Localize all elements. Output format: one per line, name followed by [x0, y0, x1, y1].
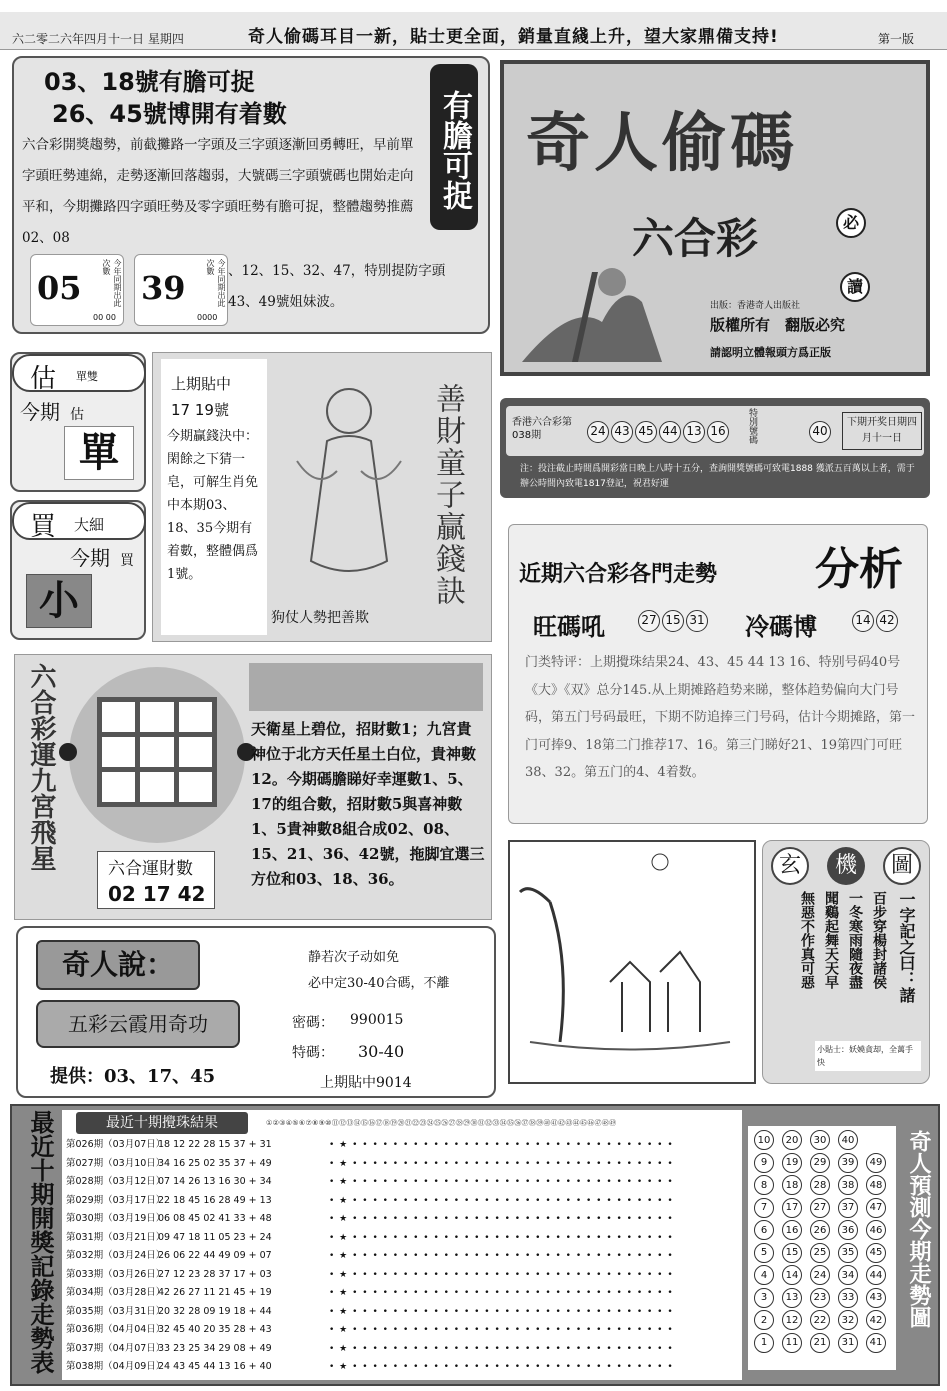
xuanji-t2: 機: [827, 847, 865, 885]
guess-sub: 單雙: [76, 370, 98, 383]
forecast-ball: 28: [810, 1175, 830, 1195]
must-badge-2: 讀: [840, 272, 870, 302]
qiren-provide: 提供：03、17、45: [50, 1066, 216, 1087]
forecast-ball: 4: [754, 1265, 774, 1285]
row-dots: • ★ • • • • • • • • • • • • • • • • • • • • • • • • • • • • • • • •: [329, 1362, 674, 1372]
stat-number-2: 39: [141, 269, 186, 307]
result-ball: 16: [707, 421, 729, 443]
row-dots: • ★ • • • • • • • • • • • • • • • • • • • • • • • • • • • • • • • •: [329, 1325, 674, 1335]
hot-label: 旺碼吼: [533, 613, 605, 641]
forecast-ball: 29: [810, 1153, 830, 1173]
stat-code-2: 0000: [197, 313, 218, 322]
header-bar: [0, 12, 947, 50]
row-dots: • ★ • • • • • • • • • • • • • • • • • • • • • • • • • • • • • • • •: [329, 1140, 674, 1150]
forecast-ball: 21: [810, 1333, 830, 1353]
row-dots: • ★ • • • • • • • • • • • • • • • • • • • • • • • • • • • • • • • •: [329, 1177, 674, 1187]
row-issue: 第033期（03月26日）: [66, 1268, 166, 1280]
nine-wealth-label: 六合運財數: [108, 859, 193, 879]
cold-ball: 42: [876, 610, 898, 632]
nine-wealth-box: [97, 851, 215, 909]
forecast-ball: 18: [782, 1175, 802, 1195]
child-illustration: [277, 361, 427, 601]
forecast-ball: 7: [754, 1198, 774, 1218]
tip-body: 今期贏錢決中：閑餘之下猜一皂，可解生肖免中本期03、18、35今期有着數，整體偶爲1號。: [167, 429, 259, 582]
stat-box-2: [134, 254, 228, 326]
forecast-ball: 33: [838, 1288, 858, 1308]
row-numbers: 26 06 22 44 49 09 + 07: [158, 1250, 272, 1261]
guess-answer: 單: [64, 426, 134, 480]
issue-date: 六二零二六年四月十一日 星期四: [12, 32, 184, 46]
masthead-verify: 請認明立體報頭方爲正版: [710, 346, 831, 359]
history-rows: [62, 1136, 742, 1380]
row-numbers: 33 23 25 34 29 08 + 49: [158, 1342, 272, 1354]
intro-panel: [12, 56, 490, 334]
xuanji-col-5: 無惡不作真可惡: [799, 891, 815, 989]
stat-code-1: 00 00: [93, 313, 116, 322]
row-issue: 第029期（03月17日）: [66, 1194, 166, 1206]
forecast-ball: 20: [782, 1130, 802, 1150]
row-issue: 第027期（03月10日）: [66, 1157, 166, 1169]
history-title: 最近十期攪珠結果: [76, 1112, 248, 1134]
forecast-ball: 1: [754, 1333, 774, 1353]
forecast-ball: 26: [810, 1220, 830, 1240]
row-issue: 第035期（03月31日）: [66, 1305, 166, 1317]
forecast-ball: 6: [754, 1220, 774, 1240]
edition-label: 第一版: [878, 32, 915, 46]
qiren-panel: [16, 926, 496, 1098]
forecast-ball: 24: [810, 1265, 830, 1285]
result-ball: 44: [659, 421, 681, 443]
xuanji-picture: [508, 840, 756, 1084]
next-draw-date: 下期开奖日期四月十一日: [842, 412, 922, 450]
row-issue: 第026期（03月07日）: [66, 1139, 166, 1150]
guess-label-2: 估: [70, 407, 84, 423]
row-dots: • ★ • • • • • • • • • • • • • • • • • • • • • • • • • • • • • • • •: [329, 1251, 674, 1261]
forecast-ball: 37: [838, 1198, 858, 1218]
forecast-vertical-title: 奇人預測今期走勢圖: [906, 1130, 931, 1328]
buy-header: [12, 502, 146, 540]
stat-note-2: 今年同期出此次數: [206, 259, 226, 307]
xuanji-note: 小貼士：妖嬈貪却，全萬手快: [815, 1041, 921, 1071]
row-numbers: 22 18 45 16 28 49 + 13: [158, 1194, 272, 1206]
qiren-phrase: 五彩云霞用奇功: [36, 1000, 240, 1048]
forecast-ball: 16: [782, 1220, 802, 1240]
results-strip: [506, 406, 924, 456]
forecast-grid: [748, 1126, 896, 1370]
forecast-ball: 49: [866, 1153, 886, 1173]
row-numbers: 09 47 18 11 05 23 + 24: [158, 1231, 272, 1243]
forecast-ball: 14: [782, 1265, 802, 1285]
row-numbers: 24 43 45 44 13 16 + 40: [158, 1361, 272, 1372]
masthead-title: 奇人偷碼: [526, 106, 798, 181]
row-issue: 第034期（03月28日）: [66, 1287, 166, 1298]
row-dots: • ★ • • • • • • • • • • • • • • • • • • • • • • • • • • • • • • • •: [329, 1214, 674, 1224]
row-numbers: 18 12 22 28 15 37 + 31: [158, 1139, 272, 1150]
forecast-ball: 43: [866, 1288, 886, 1308]
row-numbers: 07 14 26 13 16 30 + 34: [158, 1176, 272, 1187]
forecast-ball: 11: [782, 1333, 802, 1353]
qiren-special-value: 30-40: [358, 1042, 405, 1061]
forecast-ball: 36: [838, 1220, 858, 1240]
buy-panel: [10, 500, 146, 640]
row-dots: • ★ • • • • • • • • • • • • • • • • • • • • • • • • • • • • • • • •: [329, 1306, 674, 1317]
history-number-header: ①②③④⑤⑥⑦⑧⑨⑩⑪⑫⑬⑭⑮⑯⑰⑱⑲⑳㉑㉒㉓㉔㉕㉖㉗㉘㉙㉚㉛㉜㉝㉞㉟㊱㊲㊳㊴㊵㊶㊷㊸㊹㊺㊻㊼㊽㊾: [266, 1119, 617, 1127]
nine-diagram: [69, 667, 245, 843]
intro-badge: 有膽可捉: [430, 64, 478, 230]
qiren-line-1: 静若次子动如免: [308, 950, 400, 965]
forecast-ball: 39: [838, 1153, 858, 1173]
row-issue: 第038期（04月09日）: [66, 1361, 166, 1372]
forecast-ball: 30: [810, 1130, 830, 1150]
forecast-ball: 32: [838, 1310, 858, 1330]
results-panel: [500, 398, 930, 498]
intro-text: 六合彩開獎趨勢，前截攤路一字頭及三字頭逐漸回勇轉旺，早前單字頭旺勢連綿，走勢逐漸回落趨弱，大號碼三字頭號碼也開始走向平和，今期攤路四字頭旺勢及零字頭旺勢有膽可捉，整體趨勢推薦02、08: [22, 137, 414, 246]
nine-vertical-title: 六合彩運九宮飛星: [26, 663, 56, 871]
forecast-ball: 17: [782, 1198, 802, 1218]
qiren-special-label: 特碼：: [292, 1045, 334, 1061]
deer-illustration: [510, 842, 754, 1082]
table-row: [66, 1192, 674, 1207]
result-ball: 45: [635, 421, 657, 443]
xuanji-col-2: 百步穿楊封諸侯: [871, 891, 887, 989]
table-row: [66, 1173, 674, 1188]
intro-headline-1: 03、18號有膽可捉: [44, 68, 255, 96]
trend-big: 分析: [815, 544, 903, 595]
special-label: 特別號碼: [747, 408, 757, 444]
row-numbers: 06 08 45 02 41 33 + 48: [158, 1213, 272, 1224]
forecast-ball: 13: [782, 1288, 802, 1308]
buy-title: 買: [30, 512, 57, 542]
forecast-ball: 3: [754, 1288, 774, 1308]
trend-panel: [508, 524, 928, 824]
row-numbers: 20 32 28 09 19 18 + 44: [158, 1305, 272, 1317]
qiren-code-value: 990015: [350, 1012, 404, 1028]
table-row: [66, 1303, 674, 1318]
forecast-ball: 34: [838, 1265, 858, 1285]
hot-ball: 27: [638, 610, 660, 632]
cold-ball: 14: [852, 610, 874, 632]
row-dots: • ★ • • • • • • • • • • • • • • • • • • • • • • • • • • • • • • • •: [329, 1195, 674, 1206]
tip-head: 上期貼中: [171, 375, 232, 393]
guess-label: 今期: [20, 400, 60, 424]
nine-grid: [97, 697, 217, 807]
row-issue: 第030期（03月19日）: [66, 1213, 166, 1224]
forecast-ball: 27: [810, 1198, 830, 1218]
trend-text: 门类特评：上期攪珠结果24、43、45 44 13 16、特别号码40号《大》《双》总分145.从上期摊路趋势来睇，整体趋势偏向大门号码，第五门号码最旺，下期不防追捧三门号码，估计今期摊路，第一门可捧9、18第二门推荐17、16。第三门睇好21、19第四门可旺38、32。第五门的4、4着数。: [525, 655, 916, 780]
results-balls: [586, 420, 730, 443]
stat-note-1: 今年同期出此次數: [102, 259, 122, 307]
forecast-ball: 35: [838, 1243, 858, 1263]
forecast-ball: 41: [866, 1333, 886, 1353]
history-panel: [10, 1104, 940, 1386]
masthead-publisher: 出版：香港奇人出版社: [710, 301, 801, 311]
special-ball: 40: [809, 421, 831, 443]
row-dots: • ★ • • • • • • • • • • • • • • • • • • • • • • • • • • • • • • • •: [329, 1158, 674, 1169]
forecast-ball: 40: [838, 1130, 858, 1150]
forecast-ball: 5: [754, 1243, 774, 1263]
table-row: [66, 1358, 674, 1373]
row-issue: 第032期（03月24日）: [66, 1250, 166, 1261]
forecast-ball: 48: [866, 1175, 886, 1195]
trend-title: 近期六合彩各門走勢: [519, 562, 718, 587]
xuanji-panel: [762, 840, 930, 1084]
row-numbers: 32 45 40 20 35 28 + 43: [158, 1324, 272, 1335]
forecast-ball: 9: [754, 1153, 774, 1173]
tip-nums: 17 19號: [171, 401, 229, 419]
stat-box-1: [30, 254, 124, 326]
table-row: [66, 1155, 674, 1170]
masthead-subtitle: 六合彩: [632, 214, 759, 263]
row-dots: • ★ • • • • • • • • • • • • • • • • • • • • • • • • • • • • • • • •: [329, 1288, 674, 1298]
hot-ball: 15: [662, 610, 684, 632]
nine-panel: [14, 654, 492, 920]
results-note: 注：投注截止時間爲開彩當日晚上八時十五分，查詢開獎號碼可致電1888 獲派五百萬以上者，需于辦公時間內致電1817登記，祝君好運: [520, 464, 915, 489]
must-badge-1: 必: [836, 208, 866, 238]
forecast-ball: 44: [866, 1265, 886, 1285]
guess-title: 估: [30, 364, 57, 394]
tip-text-box: [161, 359, 267, 635]
nine-wealth-nums: 02 17 42: [108, 882, 206, 906]
cold-label: 冷碼博: [745, 613, 817, 641]
row-dots: • ★ • • • • • • • • • • • • • • • • • • • • • • • • • • • • • • • •: [329, 1343, 674, 1354]
tip-panel: [152, 352, 492, 642]
row-numbers: 42 26 27 11 21 45 + 19: [158, 1287, 272, 1298]
results-label: 香港六合彩第038期: [512, 417, 572, 441]
qiren-title: 奇人說：: [36, 940, 200, 990]
qiren-last-hit: 上期貼中9014: [320, 1075, 412, 1091]
history-vertical-title: 最近十期開獎記錄走勢表: [26, 1110, 54, 1374]
table-row: [66, 1284, 674, 1299]
row-issue: 第031期（03月21日）: [66, 1231, 166, 1243]
xuanji-col-3: 一冬寒雨隨夜盡: [847, 891, 863, 989]
tip-poem: 狗仗人勢把善欺: [271, 610, 369, 626]
cold-balls: [851, 609, 899, 632]
stat-number-1: 05: [37, 269, 82, 307]
masthead: [500, 60, 930, 376]
hot-ball: 31: [686, 610, 708, 632]
forecast-ball: 25: [810, 1243, 830, 1263]
buy-label-2: 買: [120, 553, 134, 569]
row-issue: 第037期（04月07日）: [66, 1342, 166, 1354]
forecast-ball: 23: [810, 1288, 830, 1308]
table-row: [66, 1210, 674, 1225]
row-dots: • ★ • • • • • • • • • • • • • • • • • • • • • • • • • • • • • • • •: [329, 1232, 674, 1243]
forecast-ball: 47: [866, 1198, 886, 1218]
forecast-ball: 38: [838, 1175, 858, 1195]
forecast-ball: 12: [782, 1310, 802, 1330]
table-row: [66, 1340, 674, 1355]
forecast-ball: 19: [782, 1153, 802, 1173]
forecast-ball: 2: [754, 1310, 774, 1330]
buy-sub: 大細: [74, 516, 105, 534]
buy-label: 今期: [70, 546, 110, 570]
qiren-line-2: 必中定30-40合碼，不離: [308, 976, 450, 991]
result-ball: 43: [611, 421, 633, 443]
forecast-ball: 8: [754, 1175, 774, 1195]
tip-vertical-title: 善財童子贏錢訣: [430, 383, 465, 607]
nine-text: 天衛星上碧位，招財數1；九宮貴神位于北方天任星土白位，貴神數12。今期碼膽睇好幸運數1、5、17的组合數，招財數5與喜神數1、5貴神數8組合成02、08、15、21、36、42號，拖脚宜選三方位和03、18、36。: [251, 720, 485, 888]
xuanji-t1: 玄: [771, 847, 809, 885]
result-ball: 13: [683, 421, 705, 443]
header-slogan: 奇人偷碼耳目一新，貼士更全面，銷量直綫上升，望大家鼎備支持!: [248, 27, 779, 47]
hot-balls: [637, 609, 709, 632]
guess-header: [12, 354, 146, 392]
xuanji-col-4: 聞鷄起舞天天早: [823, 891, 839, 989]
intro-tail: 、12、15、32、47，特別提防字頭43、49號姐妹波。: [228, 263, 446, 310]
row-issue: 第028期（03月12日）: [66, 1176, 166, 1187]
table-row: [66, 1136, 674, 1151]
result-ball: 24: [587, 421, 609, 443]
xuanji-t3: 圖: [883, 847, 921, 885]
forecast-ball: 45: [866, 1243, 886, 1263]
guess-panel: [10, 352, 146, 492]
table-row: [66, 1321, 674, 1336]
forecast-ball: 31: [838, 1333, 858, 1353]
table-row: [66, 1247, 674, 1262]
forecast-ball: 46: [866, 1220, 886, 1240]
intro-headline-2: 26、45號博開有着數: [52, 100, 287, 128]
row-numbers: 34 16 25 02 35 37 + 49: [158, 1157, 272, 1169]
row-dots: • ★ • • • • • • • • • • • • • • • • • • • • • • • • • • • • • • • •: [329, 1269, 674, 1280]
row-issue: 第036期（04月04日）: [66, 1324, 166, 1335]
forecast-ball: 10: [754, 1130, 774, 1150]
table-row: [66, 1266, 674, 1281]
qiren-code-label: 密碼：: [292, 1015, 334, 1031]
row-numbers: 27 12 23 28 37 17 + 03: [158, 1268, 272, 1280]
buy-answer: 小: [26, 574, 92, 628]
forecast-ball: 42: [866, 1310, 886, 1330]
xuanji-col-1: 一字記之曰：諸: [897, 891, 916, 1003]
sage-illustration: [512, 242, 692, 366]
forecast-ball: 22: [810, 1310, 830, 1330]
forecast-ball: 15: [782, 1243, 802, 1263]
nine-banner: [249, 663, 483, 711]
masthead-rights: 版權所有 翻版必究: [710, 316, 846, 334]
table-row: [66, 1229, 674, 1244]
